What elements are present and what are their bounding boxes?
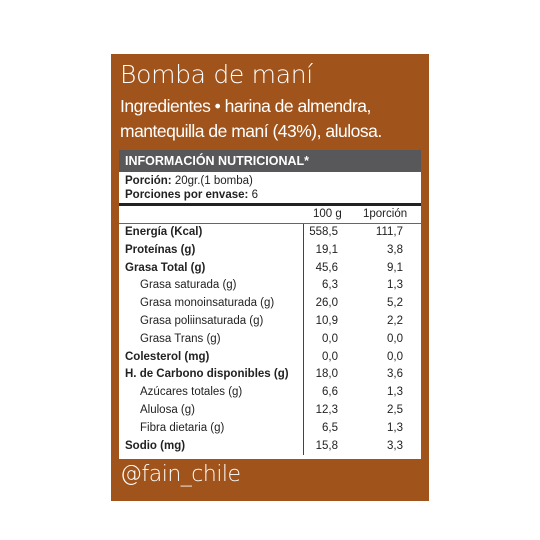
- column-header-portion: 1porción: [363, 208, 408, 220]
- nutrient-row: [119, 313, 421, 331]
- nutrient-value-100g: 19,1: [315, 243, 338, 256]
- serving-size: [125, 174, 415, 188]
- nutrient-value-100g: 15,8: [315, 439, 338, 452]
- nutrient-row: [119, 277, 421, 295]
- nutrient-value-portion: 3,6: [387, 368, 403, 381]
- nutrient-name: Colesterol (mg): [125, 350, 210, 363]
- nutrient-name: Grasa Total (g): [125, 261, 206, 274]
- nutrient-value-100g: 10,9: [315, 314, 338, 327]
- product-title: Bomba de maní: [120, 60, 313, 89]
- ingredients-line-2: mantequilla de maní (43%), alulosa.: [120, 121, 382, 141]
- nutrition-facts-panel: [119, 150, 421, 459]
- nutrient-row: [119, 402, 421, 420]
- nutrient-name: Azúcares totales (g): [140, 386, 243, 399]
- ingredients-text: [120, 94, 425, 144]
- nutrient-value-portion: 9,1: [387, 261, 403, 274]
- nutrient-name: Grasa saturada (g): [140, 279, 237, 292]
- nutrient-name: Grasa poliinsaturada (g): [140, 314, 264, 327]
- nutrient-value-100g: 0,0: [322, 350, 338, 363]
- nutrient-value-portion: 2,5: [387, 403, 403, 416]
- nutrient-row: [119, 366, 421, 384]
- nutrient-row: [119, 224, 421, 242]
- servings-per-container: [125, 188, 415, 202]
- nutrient-row: [119, 438, 421, 456]
- nutrient-name: Grasa monoinsaturada (g): [140, 297, 275, 310]
- nutrient-name: Sodio (mg): [125, 439, 186, 452]
- nutrient-value-portion: 111,7: [375, 226, 403, 238]
- nutrient-value-portion: 0,0: [387, 350, 403, 363]
- nutrient-name: Proteínas (g): [125, 243, 196, 256]
- nutrient-value-portion: 1,3: [387, 386, 403, 399]
- nutrient-value-portion: 3,3: [387, 439, 403, 452]
- nutrient-value-100g: 45,6: [315, 261, 338, 274]
- nutrient-name: Alulosa (g): [140, 403, 195, 416]
- nutrient-value-100g: 6,5: [322, 421, 338, 434]
- nutrient-name: Fibra dietaria (g): [140, 421, 225, 434]
- nutrition-header: INFORMACIÓN NUTRICIONAL*: [119, 150, 421, 172]
- ingredients-line-1: Ingredientes • harina de almendra,: [120, 96, 371, 116]
- nutrient-row: [119, 242, 421, 260]
- nutrient-value-portion: 5,2: [387, 297, 403, 310]
- column-headers: [119, 206, 421, 223]
- nutrient-value-portion: 0,0: [387, 332, 403, 345]
- nutrient-value-100g: 0,0: [322, 332, 338, 345]
- column-header-100g: 100 g: [313, 208, 342, 220]
- serving-info: [119, 172, 421, 202]
- nutrient-name: Energía (Kcal): [125, 226, 203, 238]
- nutrient-row: [119, 260, 421, 278]
- nutrient-name: Grasa Trans (g): [140, 332, 221, 345]
- nutrient-rows: [119, 224, 421, 455]
- nutrient-value-portion: 1,3: [387, 279, 403, 292]
- nutrient-row: [119, 384, 421, 402]
- product-label: [111, 54, 429, 501]
- nutrient-value-100g: 6,6: [322, 386, 338, 399]
- nutrient-value-100g: 558,5: [309, 226, 338, 238]
- nutrient-value-100g: 12,3: [315, 403, 338, 416]
- nutrient-value-100g: 26,0: [315, 297, 338, 310]
- social-handle: @fain_chile: [120, 462, 241, 487]
- nutrient-row: [119, 349, 421, 367]
- nutrient-value-100g: 18,0: [315, 368, 338, 381]
- nutrient-name: H. de Carbono disponibles (g): [125, 368, 289, 381]
- servings-value: 6: [251, 189, 258, 201]
- nutrient-row: [119, 295, 421, 313]
- servings-label: Porciones por envase:: [125, 189, 249, 201]
- nutrient-value-100g: 6,3: [322, 279, 338, 292]
- nutrient-value-portion: 1,3: [387, 421, 403, 434]
- nutrient-row: [119, 420, 421, 438]
- nutrient-value-portion: 3,8: [387, 243, 403, 256]
- nutrient-value-portion: 2,2: [387, 314, 403, 327]
- serving-size-value: 20gr.(1 bomba): [174, 175, 253, 187]
- nutrient-row: [119, 331, 421, 349]
- serving-size-label: Porción:: [125, 175, 172, 187]
